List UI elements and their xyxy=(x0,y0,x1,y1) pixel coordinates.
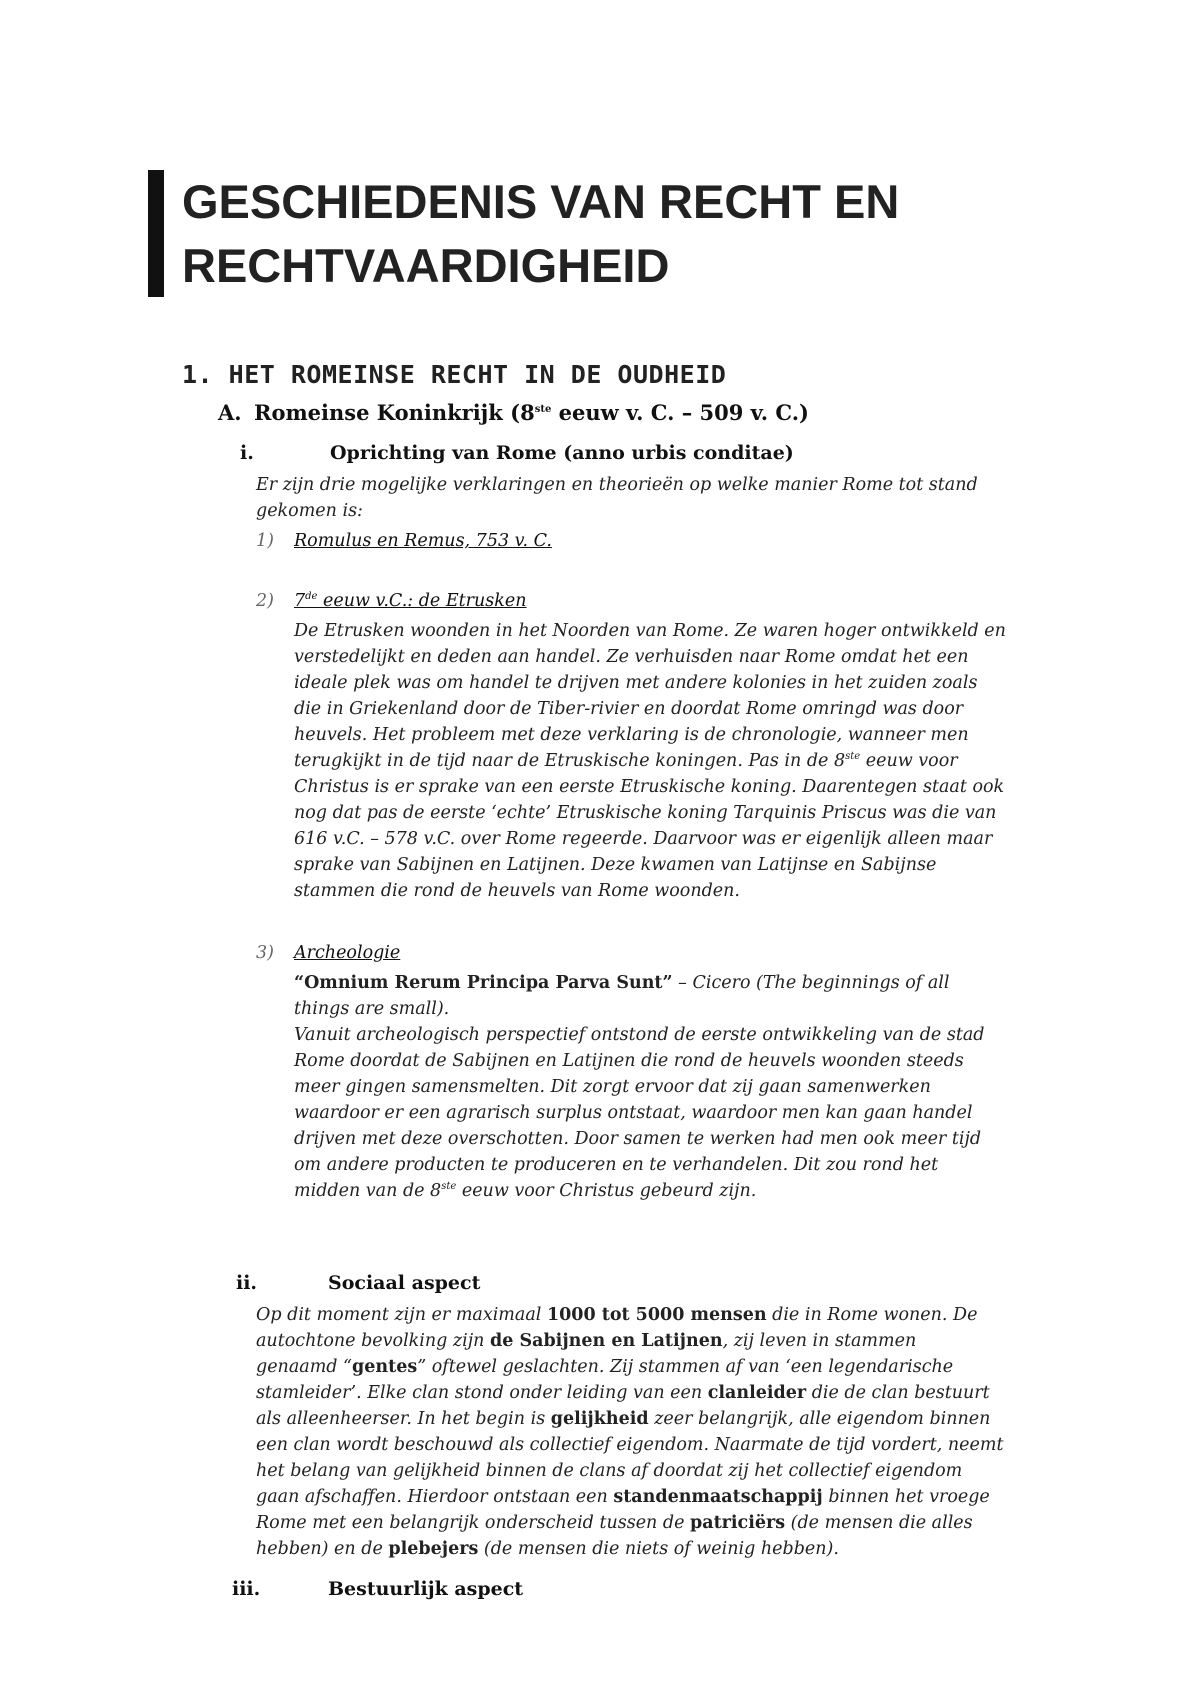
list-item-1-label: Romulus en Remus, 753 v. C. xyxy=(294,531,552,551)
p3-line: om andere producten te produceren en te verhandelen. Dit zou rond het xyxy=(294,1155,939,1175)
subsection-a-label-sup: ste xyxy=(534,404,552,415)
p-text: gaan afschaffen. Hierdoor ontstaan een xyxy=(256,1487,614,1507)
subsection-a-label-pre: Romeinse Koninkrijk (8 xyxy=(254,400,535,425)
p2-line: terugkijkt in de tijd naar de Etruskische koningen. Pas in de 8 xyxy=(294,751,846,771)
p-text: (de mensen die niets of weinig hebben). xyxy=(478,1539,839,1559)
p-bold: clanleider xyxy=(707,1383,807,1403)
list-item-3-label: Archeologie xyxy=(294,943,401,963)
p-text: autochtone bevolking zijn xyxy=(256,1331,490,1351)
p2-line: heuvels. Het probleem met deze verklaring is de chronologie, wanneer men xyxy=(294,725,969,745)
list-item-2-label-pre: 7 xyxy=(294,591,306,611)
p3-line: waardoor er een agrarisch surplus ontstaat, waardoor men kan gaan handel xyxy=(294,1103,973,1123)
p-text: die de clan bestuurt xyxy=(806,1383,990,1403)
title-line-2: RECHTVAARDIGHEID xyxy=(182,239,670,292)
p-text: hebben) en de xyxy=(256,1539,389,1559)
cicero-quote: “Omnium Rerum Principa Parva Sunt” xyxy=(294,973,673,993)
p3-line: drijven met deze overschotten. Door samen te werken had men ook meer tijd xyxy=(294,1129,982,1149)
list-item-2 xyxy=(256,588,856,614)
subsection-a-enum: A. xyxy=(218,400,242,425)
subsection-ii-paragraph xyxy=(256,1302,1056,1562)
list-item-2-paragraph xyxy=(294,618,1054,904)
list-item-1 xyxy=(256,528,856,554)
title-accent-bar xyxy=(148,170,164,297)
p2-line: sprake van Sabijnen en Latijnen. Deze kwamen van Latijnse en Sabijnse xyxy=(294,855,937,875)
p2-line: stammen die rond de heuvels van Rome woonden. xyxy=(294,881,740,901)
p-text: Op dit moment zijn er maximaal xyxy=(256,1305,547,1325)
p-text: , zij leven in stammen xyxy=(722,1331,917,1351)
p-bold: patriciërs xyxy=(690,1513,786,1533)
subsection-i-heading xyxy=(240,442,940,466)
p-text: ” oftewel geslachten. Zij stammen af van ‘een legendarische xyxy=(417,1357,954,1377)
p-text: als alleenheerser. In het begin is xyxy=(256,1409,551,1429)
list-item-2-label-post: eeuw v.C.: de Etrusken xyxy=(317,591,527,611)
p-text: het belang van gelijkheid binnen de clans af doordat zij het collectief eigendom xyxy=(256,1461,963,1481)
p-bold: gentes xyxy=(352,1357,418,1377)
subsection-i-label: Oprichting van Rome (anno urbis conditae) xyxy=(330,442,794,464)
subsection-a-label-post: eeuw v. C. – 509 v. C.) xyxy=(551,400,809,425)
p-bold: de Sabijnen en Latijnen xyxy=(490,1331,723,1351)
intro-line-2: gekomen is: xyxy=(256,501,363,521)
p-bold: standenmaatschappij xyxy=(613,1487,823,1507)
document-title xyxy=(182,170,899,298)
p2-line: De Etrusken woonden in het Noorden van Rome. Ze waren hoger ontwikkeld en xyxy=(294,621,1006,641)
list-item-3-paragraph xyxy=(294,970,1054,1204)
subsection-iii-heading xyxy=(232,1578,932,1602)
list-item-2-label-sup: de xyxy=(305,591,318,603)
p3-line: meer gingen samensmelten. Dit zorgt ervoor dat zij gaan samenwerken xyxy=(294,1077,931,1097)
p3-line: Vanuit archeologisch perspectief ontstond de eerste ontwikkeling van de stad xyxy=(294,1025,985,1045)
p2-line: ideale plek was om handel te drijven met andere kolonies in het zuiden zoals xyxy=(294,673,978,693)
subsection-i-enum: i. xyxy=(240,442,254,464)
subsection-ii-heading xyxy=(236,1272,936,1296)
subsection-ii-enum: ii. xyxy=(236,1272,258,1294)
list-item-3-number: 3) xyxy=(256,943,274,963)
p-text: Rome met een belangrijk onderscheid tussen de xyxy=(256,1513,691,1533)
subsection-iii-enum: iii. xyxy=(232,1578,261,1600)
intro-line-1: Er zijn drie mogelijke verklaringen en theorieën op welke manier Rome tot stand xyxy=(256,475,978,495)
p-text: binnen het vroege xyxy=(822,1487,990,1507)
p-text: (de mensen die alles xyxy=(785,1513,973,1533)
p2-line: Christus is er sprake van een eerste Etruskische koning. Daarentegen staat ook xyxy=(294,777,1005,797)
list-item-3 xyxy=(256,940,856,966)
p3-line: things are small). xyxy=(294,999,450,1019)
p3-line: – Cicero (The beginnings of all xyxy=(672,973,950,993)
p2-line: 616 v.C. – 578 v.C. over Rome regeerde. Daarvoor was er eigenlijk alleen maar xyxy=(294,829,993,849)
p-bold: 1000 tot 5000 mensen xyxy=(546,1305,767,1325)
list-item-1-number: 1) xyxy=(256,531,274,551)
p3-line: eeuw voor Christus gebeurd zijn. xyxy=(456,1181,757,1201)
list-item-2-label xyxy=(294,588,527,614)
list-item-2-number: 2) xyxy=(256,591,274,611)
p2-line-sup: ste xyxy=(845,751,861,763)
p-bold: plebejers xyxy=(388,1539,479,1559)
section-1-heading: 1. HET ROMEINSE RECHT IN DE OUDHEID xyxy=(182,360,727,389)
p2-line: nog dat pas de eerste ‘echte’ Etruskische koning Tarquinis Priscus was die van xyxy=(294,803,997,823)
p-text: zeer belangrijk, alle eigendom binnen xyxy=(648,1409,991,1429)
p2-line: verstedelijkt en deden aan handel. Ze verhuisden naar Rome omdat het een xyxy=(294,647,969,667)
subsection-i-intro xyxy=(256,472,978,524)
subsection-ii-label: Sociaal aspect xyxy=(328,1272,481,1294)
p-text: genaamd “ xyxy=(256,1357,353,1377)
p-text: die in Rome wonen. De xyxy=(766,1305,978,1325)
p-bold: gelijkheid xyxy=(550,1409,649,1429)
p-text: een clan wordt beschouwd als collectief eigendom. Naarmate de tijd vordert, neemt xyxy=(256,1435,1004,1455)
p2-line: die in Griekenland door de Tiber-rivier en doordat Rome omringd was door xyxy=(294,699,964,719)
subsection-iii-label: Bestuurlijk aspect xyxy=(328,1578,524,1600)
p3-line: Rome doordat de Sabijnen en Latijnen die rond de heuvels woonden steeds xyxy=(294,1051,964,1071)
p3-line-sup: ste xyxy=(441,1181,457,1193)
p3-line: midden van de 8 xyxy=(294,1181,442,1201)
title-line-1: GESCHIEDENIS VAN RECHT EN xyxy=(182,175,900,228)
subsection-a-heading xyxy=(218,400,809,425)
p-text: stamleider’. Elke clan stond onder leiding van een xyxy=(256,1383,708,1403)
p2-line: eeuw voor xyxy=(860,751,958,771)
